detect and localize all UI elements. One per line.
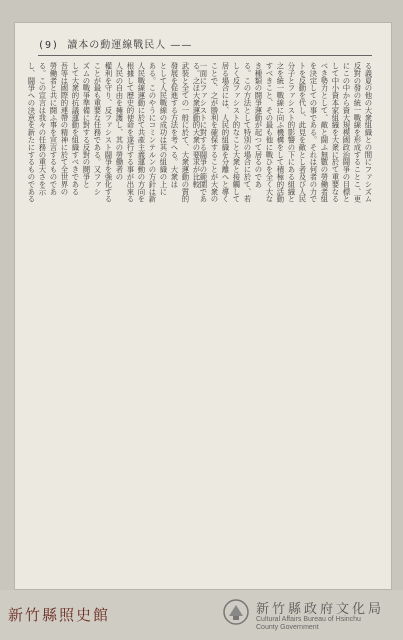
text-line: し、闘爭への決意を新たにするものである bbox=[27, 62, 36, 203]
bureau-name-en-line-2: County Government bbox=[256, 624, 319, 631]
bureau-logo-icon bbox=[222, 598, 250, 626]
text-line: 居る場合には、人民的組織を分離へと導く bbox=[221, 62, 230, 203]
text-line: して大衆的抗議運動を組織すべきである bbox=[71, 62, 80, 196]
text-line: しく反ファシスト的なこと大衆と接觸して bbox=[232, 62, 241, 203]
text-line: として人民戰線の成功は其の組織の上に bbox=[159, 62, 168, 196]
text-line: ことが最も重要な任務である。又ファシ bbox=[93, 62, 102, 196]
bureau-name-en-line-1: Cultural Affairs Bureau of Hsinchu bbox=[256, 616, 361, 623]
right-column bbox=[199, 62, 373, 576]
text-line: 反對の發の統一戰線を形成することこ、更 bbox=[353, 62, 362, 203]
text-line: る。この宣言は我々の任務の重大さを示 bbox=[38, 62, 47, 196]
library-stamp: 新竹縣照史館 bbox=[8, 606, 111, 624]
text-line: る。この方法として特別の場合に於て、若 bbox=[243, 62, 252, 203]
text-line: 一面にファシストに對する闘爭の範圍であ bbox=[199, 62, 208, 203]
text-line: る。之ほ大衆運動的大衆の要求が比較 bbox=[192, 62, 201, 188]
text-line: トを反動を代し、此見を敵とし者及び人民 bbox=[298, 62, 307, 203]
text-line: ズムの戰爭準備に對する反對の鬪爭と bbox=[82, 62, 91, 188]
text-line: すべきこと、その最も他に戰ひを全く大な bbox=[265, 62, 274, 203]
text-line: 人民の自由を擁護し、其の勞働者の bbox=[115, 62, 124, 181]
text-line: き種類の闘爭運動が起つて居るのであ bbox=[254, 62, 263, 188]
document-page bbox=[14, 22, 392, 590]
bureau-name-en bbox=[256, 616, 361, 632]
text-line: ことで、之が勝利を確保することが大衆の bbox=[210, 62, 219, 203]
text-line: る義夏の他の大衆組織との間にファシズム bbox=[364, 62, 373, 203]
page-title: 讀本の動運線戰民人 —— bbox=[67, 40, 193, 51]
text-line: を決定しての事である。それは何者の力で bbox=[309, 62, 318, 203]
text-body bbox=[27, 62, 373, 576]
text-line: 吾等は國際的連帶の精神に於て全世界の bbox=[60, 62, 69, 196]
text-line: 勞働者と共に闘ふ事を宣言するものであ bbox=[49, 62, 58, 196]
watermark-footer bbox=[0, 590, 403, 640]
text-line: ある。このやうにコミンテルンの方針は新 bbox=[148, 62, 157, 203]
running-head bbox=[38, 36, 368, 52]
text-line: にこの中から資大規模國政治闘爭の目標と bbox=[342, 62, 351, 203]
text-line: べき勢力として、敵と闘ふ無數の勞働者組 bbox=[320, 62, 329, 203]
text-line: 人民戰線運動に於て共產主義運動の方向を bbox=[137, 62, 146, 203]
text-line: 發展を促進する方法を考へる。大衆は bbox=[170, 62, 179, 188]
header-rule bbox=[38, 55, 372, 56]
page-number: (9) bbox=[38, 40, 60, 51]
text-line: 根據して歷史的使命を遂行する事が出來る bbox=[126, 62, 135, 203]
text-line: 分子とファシスト的影響の下にある組織と bbox=[287, 62, 296, 203]
left-column bbox=[27, 62, 201, 576]
text-line: して中小資本家組織を大衆に於て重要なる bbox=[331, 62, 340, 203]
text-line: 之を統一戰線に向ふ機構をして積極的活動 bbox=[276, 62, 285, 203]
text-line: 武裝と全ての一般に於て、大衆運動の質的 bbox=[181, 62, 190, 203]
text-line: 權利を守り、反ファシスト闘爭を強化する bbox=[104, 62, 113, 203]
bureau-name-cn: 新竹縣政府文化局 bbox=[256, 602, 385, 617]
